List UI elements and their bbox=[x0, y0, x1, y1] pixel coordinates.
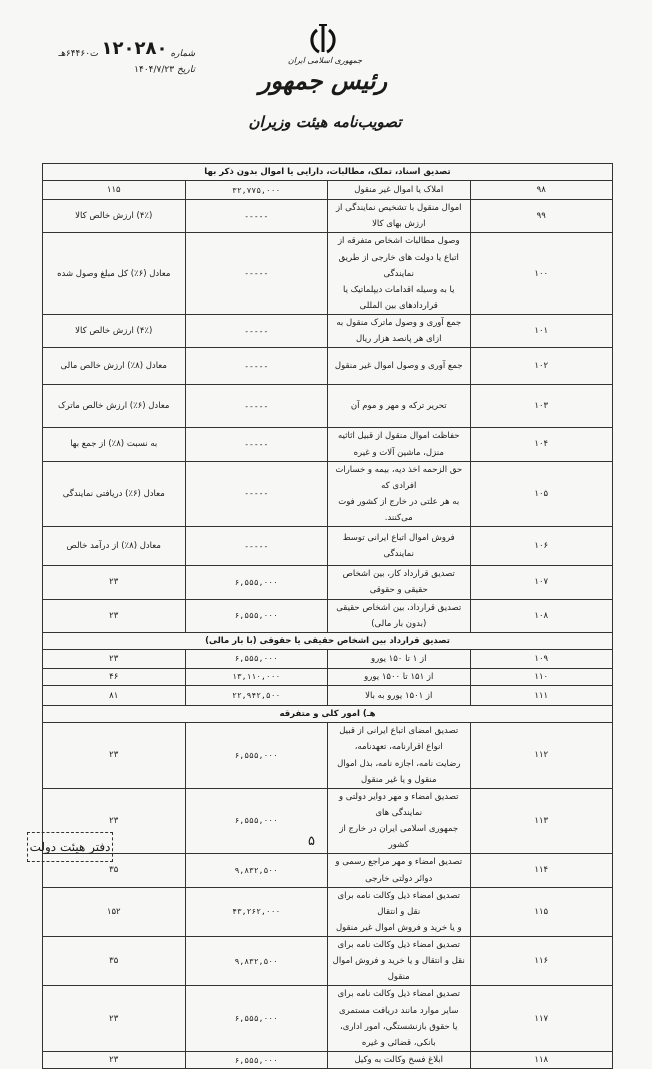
row-number: ۱۱۰ bbox=[470, 668, 613, 685]
row-fee: ۲۳ bbox=[43, 599, 186, 632]
row-amount: ۹,۸۳۲,۵۰۰ bbox=[185, 854, 328, 887]
description-line: جمهوری اسلامی ایران در خارج از کشور bbox=[339, 824, 459, 851]
description-line: از ۱۵۰۱ یورو به بالا bbox=[365, 690, 433, 701]
table-row bbox=[43, 854, 613, 887]
row-description bbox=[328, 527, 471, 566]
row-amount: ۳۲,۷۷۵,۰۰۰ bbox=[185, 181, 328, 200]
row-fee: به نسبت (۸٪) از جمع بها bbox=[43, 428, 186, 461]
number-value: ۱۲۰۲۸۰ bbox=[101, 38, 168, 59]
row-number: ۱۰۴ bbox=[470, 428, 613, 461]
row-amount: ۶,۵۵۵,۰۰۰ bbox=[185, 1052, 328, 1069]
table-row bbox=[43, 233, 613, 315]
row-number: ۱۰۹ bbox=[470, 649, 613, 668]
row-description bbox=[328, 348, 471, 385]
description-line: تحریر ترکه و مهر و موم آن bbox=[350, 401, 447, 412]
description-line: وصول مطالبات اشخاص متفرقه از اتباع یا دولت های خارجی از طریق نمایندگی bbox=[337, 236, 460, 279]
row-number: ۱۰۶ bbox=[470, 527, 613, 566]
description-line: تصدیق امضاء ذیل وکالت نامه برای سایر موارد مانند دریافت مستمری bbox=[337, 989, 460, 1016]
number-suffix: ت۶۴۴۶۰هـ bbox=[58, 49, 99, 59]
date-value: ۱۴۰۴/۷/۲۳ bbox=[134, 65, 175, 75]
row-amount: ۶,۵۵۵,۰۰۰ bbox=[185, 986, 328, 1052]
description-line: به هر علتی در خارج از کشور فوت می‌کنند. bbox=[338, 496, 460, 524]
row-description bbox=[328, 1052, 471, 1069]
row-description bbox=[328, 887, 471, 936]
office-title: رئیس جمهور bbox=[258, 66, 388, 95]
row-description bbox=[328, 428, 471, 461]
row-description bbox=[328, 461, 471, 527]
row-number: ۱۰۷ bbox=[470, 566, 613, 599]
section-header-row bbox=[43, 706, 613, 723]
row-description bbox=[328, 649, 471, 668]
row-number: ۱۱۶ bbox=[470, 937, 613, 986]
row-amount: ۶,۵۵۵,۰۰۰ bbox=[185, 566, 328, 599]
section-title: تصدیق اسناد، تملک، مطالبات، دارایی یا اموال بدون ذکر بها bbox=[43, 164, 613, 181]
row-description bbox=[328, 385, 471, 428]
table-row bbox=[43, 686, 613, 706]
row-number: ۱۰۲ bbox=[470, 348, 613, 385]
description-line: تصدیق امضاء ذیل وکالت نامه برای نقل و انتقال bbox=[337, 890, 460, 917]
description-line: حق الزحمه اخذ دیه، بیمه و خسارات افرادی که bbox=[335, 464, 463, 491]
row-fee: ۲۳ bbox=[43, 566, 186, 599]
table-row bbox=[43, 668, 613, 685]
description-line: تصدیق امضاء ذیل وکالت نامه برای نقل و انتقال و یا خرید و فروش اموال منقول bbox=[332, 940, 465, 983]
row-fee: ۳۵ bbox=[43, 937, 186, 986]
table-row bbox=[43, 566, 613, 599]
row-amount: ----- bbox=[185, 428, 328, 461]
description-line: از ۱۵۱ تا ۱۵۰۰ یورو bbox=[364, 671, 434, 682]
row-fee: ۲۳ bbox=[43, 788, 186, 854]
table-row bbox=[43, 348, 613, 385]
page-number: ۵ bbox=[308, 834, 315, 849]
description-line: املاک یا اموال غیر منقول bbox=[354, 185, 444, 196]
row-fee: ۴۶ bbox=[43, 668, 186, 685]
table-row bbox=[43, 527, 613, 566]
table-row bbox=[43, 887, 613, 936]
description-line: یا به وسیله اقدامات دیپلماتیک یا قراردادهای بین المللی bbox=[343, 284, 455, 311]
description-line: اموال منقول با تشخیص نمایندگی از ارزش بهای کالا bbox=[335, 203, 462, 230]
row-description bbox=[328, 181, 471, 200]
row-fee: ۲۳ bbox=[43, 649, 186, 668]
date-label: تاریخ bbox=[177, 65, 195, 75]
number-label: شماره bbox=[170, 49, 195, 59]
row-description bbox=[328, 233, 471, 315]
row-fee: معادل (۶٪) ارزش خالص ماترک bbox=[43, 385, 186, 428]
row-description bbox=[328, 668, 471, 685]
row-fee: ۳۵ bbox=[43, 854, 186, 887]
iran-emblem-icon bbox=[305, 22, 341, 58]
table-row bbox=[43, 723, 613, 789]
row-fee: معادل (۸٪) از درآمد خالص bbox=[43, 527, 186, 566]
row-description bbox=[328, 937, 471, 986]
row-number: ۱۰۸ bbox=[470, 599, 613, 632]
description-line: ابلاغ فسخ وکالت به وکیل bbox=[354, 1055, 444, 1066]
row-number: ۱۱۵ bbox=[470, 887, 613, 936]
row-number: ۱۰۱ bbox=[470, 315, 613, 348]
row-fee: ۱۱۵ bbox=[43, 181, 186, 200]
row-fee: (۴٪) ارزش خالص کالا bbox=[43, 315, 186, 348]
row-number: ۹۹ bbox=[470, 200, 613, 233]
row-amount: ۶,۵۵۵,۰۰۰ bbox=[185, 649, 328, 668]
table-row bbox=[43, 937, 613, 986]
row-amount: ۹,۸۳۲,۵۰۰ bbox=[185, 937, 328, 986]
section-header-row bbox=[43, 632, 613, 649]
description-line: تصدیق قرارداد کار، بین اشخاص حقیقی و حقوقی bbox=[342, 569, 455, 596]
row-amount: ۶,۵۵۵,۰۰۰ bbox=[185, 788, 328, 854]
row-fee: معادل (۶٪) دریافتی نمایندگی bbox=[43, 461, 186, 527]
description-line: رضایت نامه، اجازه نامه، بذل اموال منقول و یا غیر منقول bbox=[337, 758, 461, 785]
description-line: جمع آوری و وصول اموال غیر منقول bbox=[334, 361, 463, 372]
row-number: ۱۰۳ bbox=[470, 385, 613, 428]
row-description bbox=[328, 599, 471, 632]
row-description bbox=[328, 788, 471, 854]
row-amount: ۲۲,۹۴۲,۵۰۰ bbox=[185, 686, 328, 706]
row-amount: ----- bbox=[185, 200, 328, 233]
description-line: تصدیق قرارداد، بین اشخاص حقیقی (بدون بار مالی) bbox=[336, 602, 462, 629]
row-description bbox=[328, 566, 471, 599]
table-row bbox=[43, 986, 613, 1052]
description-line: حفاظت اموال منقول از قبیل اثاثیه منزل، ماشین آلات و غیره bbox=[338, 431, 460, 458]
row-description bbox=[328, 854, 471, 887]
row-amount: ۱۳,۱۱۰,۰۰۰ bbox=[185, 668, 328, 685]
row-fee: ۲۳ bbox=[43, 986, 186, 1052]
table-row bbox=[43, 649, 613, 668]
row-amount: ۴۳,۲۶۲,۰۰۰ bbox=[185, 887, 328, 936]
row-number: ۱۱۸ bbox=[470, 1052, 613, 1069]
row-amount: ----- bbox=[185, 461, 328, 527]
row-amount: ۶,۵۵۵,۰۰۰ bbox=[185, 599, 328, 632]
table-row bbox=[43, 428, 613, 461]
row-number: ۱۱۳ bbox=[470, 788, 613, 854]
description-line: تصدیق امضای اتباع ایرانی از قبیل انواع اقرارنامه، تعهدنامه، bbox=[339, 726, 459, 753]
description-line: جمع آوری و وصول ماترک منقول به ازای هر پانصد هزار ریال bbox=[336, 318, 462, 345]
description-line: و یا خرید و فروش اموال غیر منقول bbox=[335, 922, 462, 933]
table-row bbox=[43, 1052, 613, 1069]
row-number: ۱۱۲ bbox=[470, 723, 613, 789]
row-description bbox=[328, 686, 471, 706]
row-description bbox=[328, 315, 471, 348]
section-title: تصدیق قرارداد بین اشخاص حقیقی یا حقوقی (با بار مالی) bbox=[43, 632, 613, 649]
row-amount: ----- bbox=[185, 385, 328, 428]
row-amount: ----- bbox=[185, 527, 328, 566]
row-description bbox=[328, 723, 471, 789]
description-line: تصدیق امضاء و مهر مراجع رسمی و دوائر دولتی خارجی bbox=[335, 857, 463, 884]
document-title: تصویب‌نامه هیئت وزیران bbox=[248, 113, 402, 131]
row-amount: ----- bbox=[185, 348, 328, 385]
row-number: ۱۱۱ bbox=[470, 686, 613, 706]
row-description bbox=[328, 200, 471, 233]
row-number: ۱۰۰ bbox=[470, 233, 613, 315]
section-header-row bbox=[43, 164, 613, 181]
row-number: ۱۱۴ bbox=[470, 854, 613, 887]
document-meta bbox=[55, 38, 195, 81]
row-fee: ۱۵۲ bbox=[43, 887, 186, 936]
table-row bbox=[43, 461, 613, 527]
row-fee: ۲۳ bbox=[43, 1052, 186, 1069]
row-fee: (۴٪) ارزش خالص کالا bbox=[43, 200, 186, 233]
description-line: تصدیق امضاء و مهر دوایر دولتی و نمایندگی های bbox=[338, 791, 459, 818]
row-number: ۱۰۵ bbox=[470, 461, 613, 527]
description-line: یا حقوق بازنشستگی، امور اداری، بانکی، قضائی و غیره bbox=[340, 1021, 458, 1048]
row-fee: ۲۳ bbox=[43, 723, 186, 789]
table-row bbox=[43, 385, 613, 428]
fee-table bbox=[42, 163, 613, 1069]
row-fee: معادل (۸٪) ارزش خالص مالی bbox=[43, 348, 186, 385]
row-description bbox=[328, 986, 471, 1052]
table-row bbox=[43, 599, 613, 632]
description-line: از ۱ تا ۱۵۰ یورو bbox=[371, 653, 427, 664]
office-stamp: دفتر هیئت دولت bbox=[27, 832, 113, 862]
row-amount: ----- bbox=[185, 233, 328, 315]
row-fee: ۸۱ bbox=[43, 686, 186, 706]
description-line: فروش اموال اتباع ایرانی توسط نمایندگی bbox=[342, 533, 455, 560]
table-row bbox=[43, 200, 613, 233]
section-title: هـ) امور کلی و متفرقه bbox=[43, 706, 613, 723]
row-fee: معادل (۶٪) کل مبلغ وصول شده bbox=[43, 233, 186, 315]
row-amount: ۶,۵۵۵,۰۰۰ bbox=[185, 723, 328, 789]
row-amount: ----- bbox=[185, 315, 328, 348]
table-row bbox=[43, 315, 613, 348]
row-number: ۱۱۷ bbox=[470, 986, 613, 1052]
row-number: ۹۸ bbox=[470, 181, 613, 200]
country-name: جمهوری اسلامی ایران bbox=[287, 56, 363, 65]
table-row bbox=[43, 181, 613, 200]
table-row bbox=[43, 788, 613, 854]
